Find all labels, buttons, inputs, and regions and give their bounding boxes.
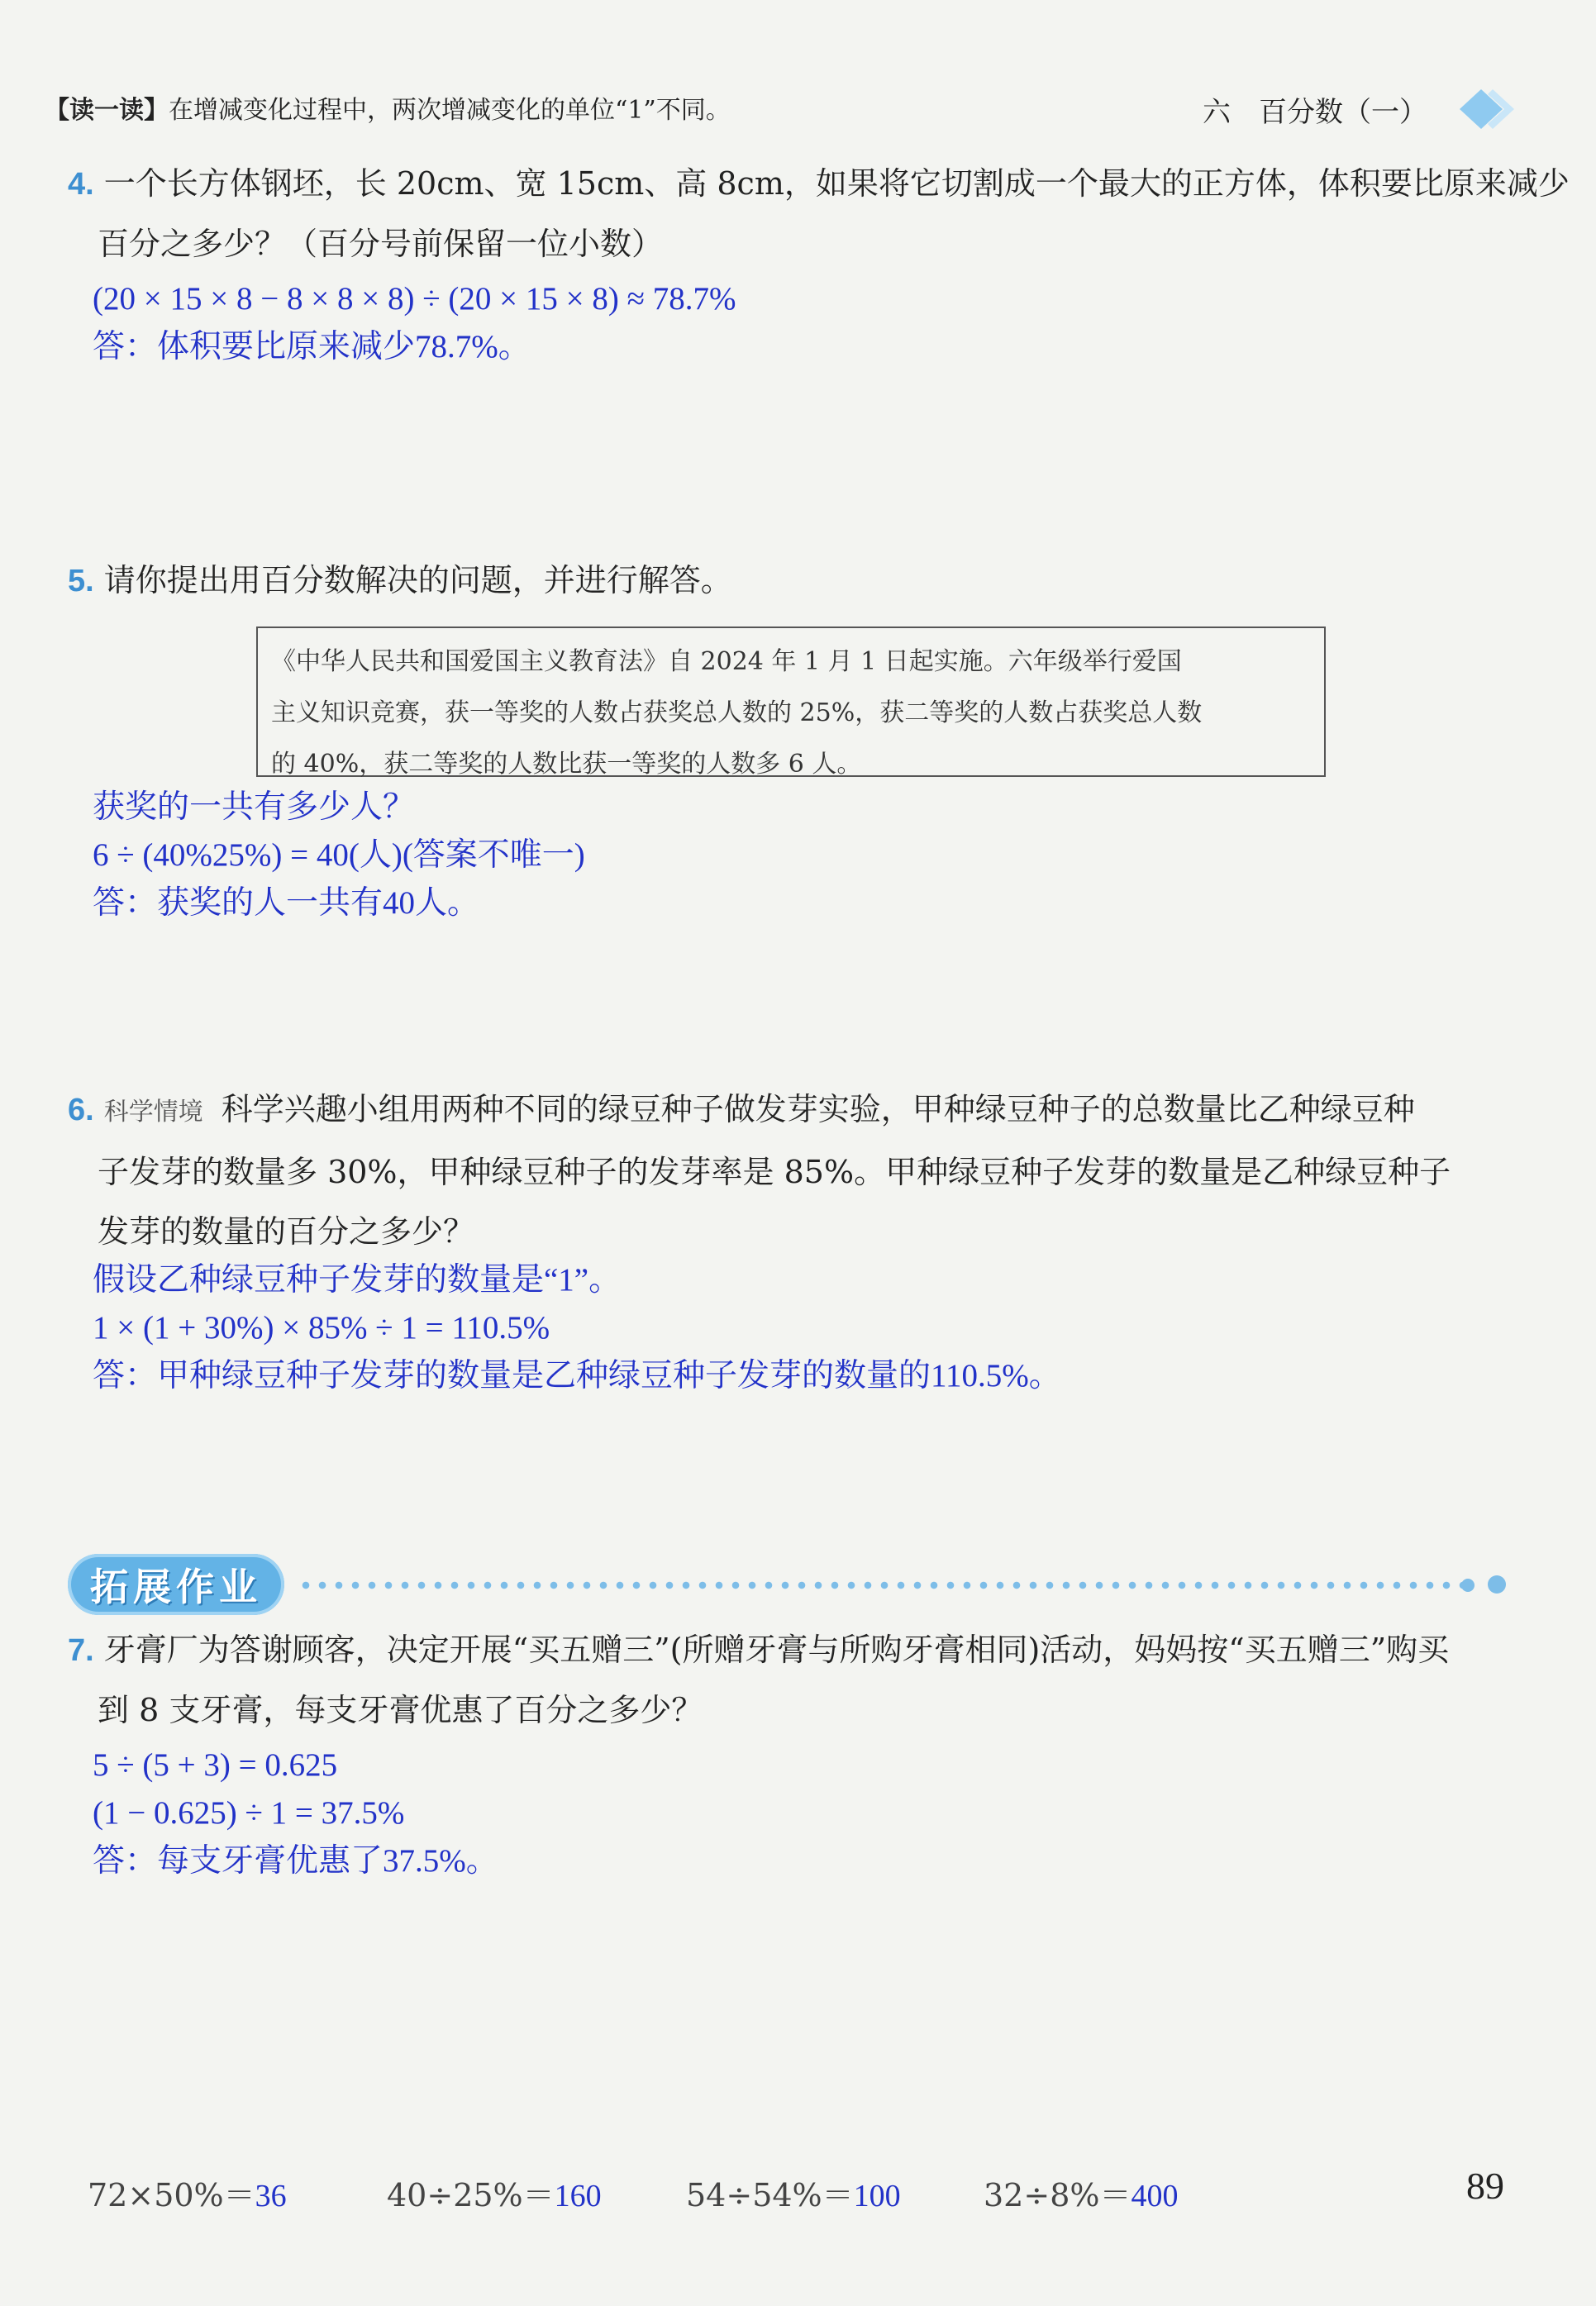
answer-line: 答：获奖的人一共有40人。 [93,885,480,921]
answer-line: 答：甲种绿豆种子发芽的数量是乙种绿豆种子发芽的数量的110.5%。 [93,1358,1061,1394]
answer-line: 假设乙种绿豆种子发芽的数量是“1”。 [93,1262,622,1298]
footer-item [387,2170,602,2215]
context-line: 的 40%，获二等奖的人数比获一等奖的人数多 6 人。 [271,750,862,779]
answer-line: 5 ÷ (5 + 3) = 0.625 [93,1747,338,1783]
answer-4 [93,275,736,371]
question-number: 7. [68,1633,94,1668]
context-line: 主义知识竞赛，获一等奖的人数占获奖总人数的 25%，获二等奖的人数占获奖总人数 [271,698,1203,727]
question-text: 百分之多少？（百分号前保留一位小数） [98,226,664,262]
footer-expression: 54÷54%＝ [686,2177,854,2213]
answer-line: 1 × (1 + 30%) × 85% ÷ 1 = 110.5% [93,1310,550,1346]
chapter-title: 六 百分数（一） [1203,96,1427,129]
footer-result: 160 [554,2179,602,2213]
answer-line: (1 − 0.625) ÷ 1 = 37.5% [93,1795,405,1831]
context-tag: 科学情境 [103,1098,203,1127]
question-6 [68,1079,1451,1261]
footer-result: 400 [1131,2179,1179,2213]
reading-tip [45,89,731,126]
question-text: 一个长方体钢坯，长 20cm、宽 15cm、高 8cm，如果将它切割成一个最大的正方体，体积要比原来减少 [103,165,1570,202]
problem-context-box [256,627,1326,777]
footer-item [686,2170,901,2215]
answer-5 [93,784,585,927]
question-number: 6. [68,1093,94,1127]
question-text: 请你提出用百分数解决的问题，并进行解答。 [103,562,732,598]
footer-result: 36 [255,2179,287,2213]
question-text: 发芽的数量的百分之多少？ [98,1213,475,1250]
footer-result: 100 [853,2179,901,2213]
answer-6 [93,1256,1061,1400]
question-text: 科学兴趣小组用两种不同的绿豆种子做发芽实验，甲种绿豆种子的总数量比乙种绿豆种 [221,1091,1415,1127]
answer-line: (20 × 15 × 8 − 8 × 8 × 8) ÷ (20 × 15 × 8) ≈ 78.7% [93,281,736,317]
answer-line: 获奖的一共有多少人？ [93,789,416,825]
footer-expression: 32÷8%＝ [984,2177,1131,2213]
question-text: 子发芽的数量多 30%，甲种绿豆种子的发芽率是 85%。甲种绿豆种子发芽的数量是乙种绿豆种子 [98,1154,1451,1190]
dotted-divider [298,1580,1471,1590]
question-number: 4. [68,167,94,202]
footer-expression: 40÷25%＝ [387,2177,555,2213]
question-text: 牙膏厂为答谢顾客，决定开展“买五赠三”(所赠牙膏与所购牙膏相同)活动，妈妈按“买五赠三”购买 [103,1632,1450,1668]
footer-expression: 72×50%＝ [88,2177,255,2213]
diamond-decoration-icon [1455,86,1521,132]
context-line: 《中华人民共和国爱国主义教育法》自 2024 年 1 月 1 日起实施。六年级举行爱国 [271,647,1182,676]
answer-line: 答：每支牙膏优惠了37.5%。 [93,1843,498,1879]
question-number: 5. [68,564,94,598]
page-number: 89 [1466,2165,1504,2207]
answer-7 [93,1741,498,1885]
divider-dot-icon [1488,1575,1506,1594]
footer-item [984,2170,1178,2215]
section-title-badge: 拓展作业 [68,1554,284,1615]
question-text: 到 8 支牙膏，每支牙膏优惠了百分之多少？ [98,1692,703,1728]
reading-tip-text: 在增减变化过程中，两次增减变化的单位“1”不同。 [169,96,731,125]
question-4 [68,154,1570,274]
divider-dot-icon [1461,1579,1475,1592]
reading-tip-label: 【读一读】 [45,96,169,125]
question-5 [68,550,732,611]
question-7 [68,1620,1449,1740]
footer-item [88,2170,287,2215]
answer-line: 答：体积要比原来减少78.7%。 [93,329,531,364]
answer-line: 6 ÷ (40%25%) = 40(人)(答案不唯一) [93,837,585,873]
